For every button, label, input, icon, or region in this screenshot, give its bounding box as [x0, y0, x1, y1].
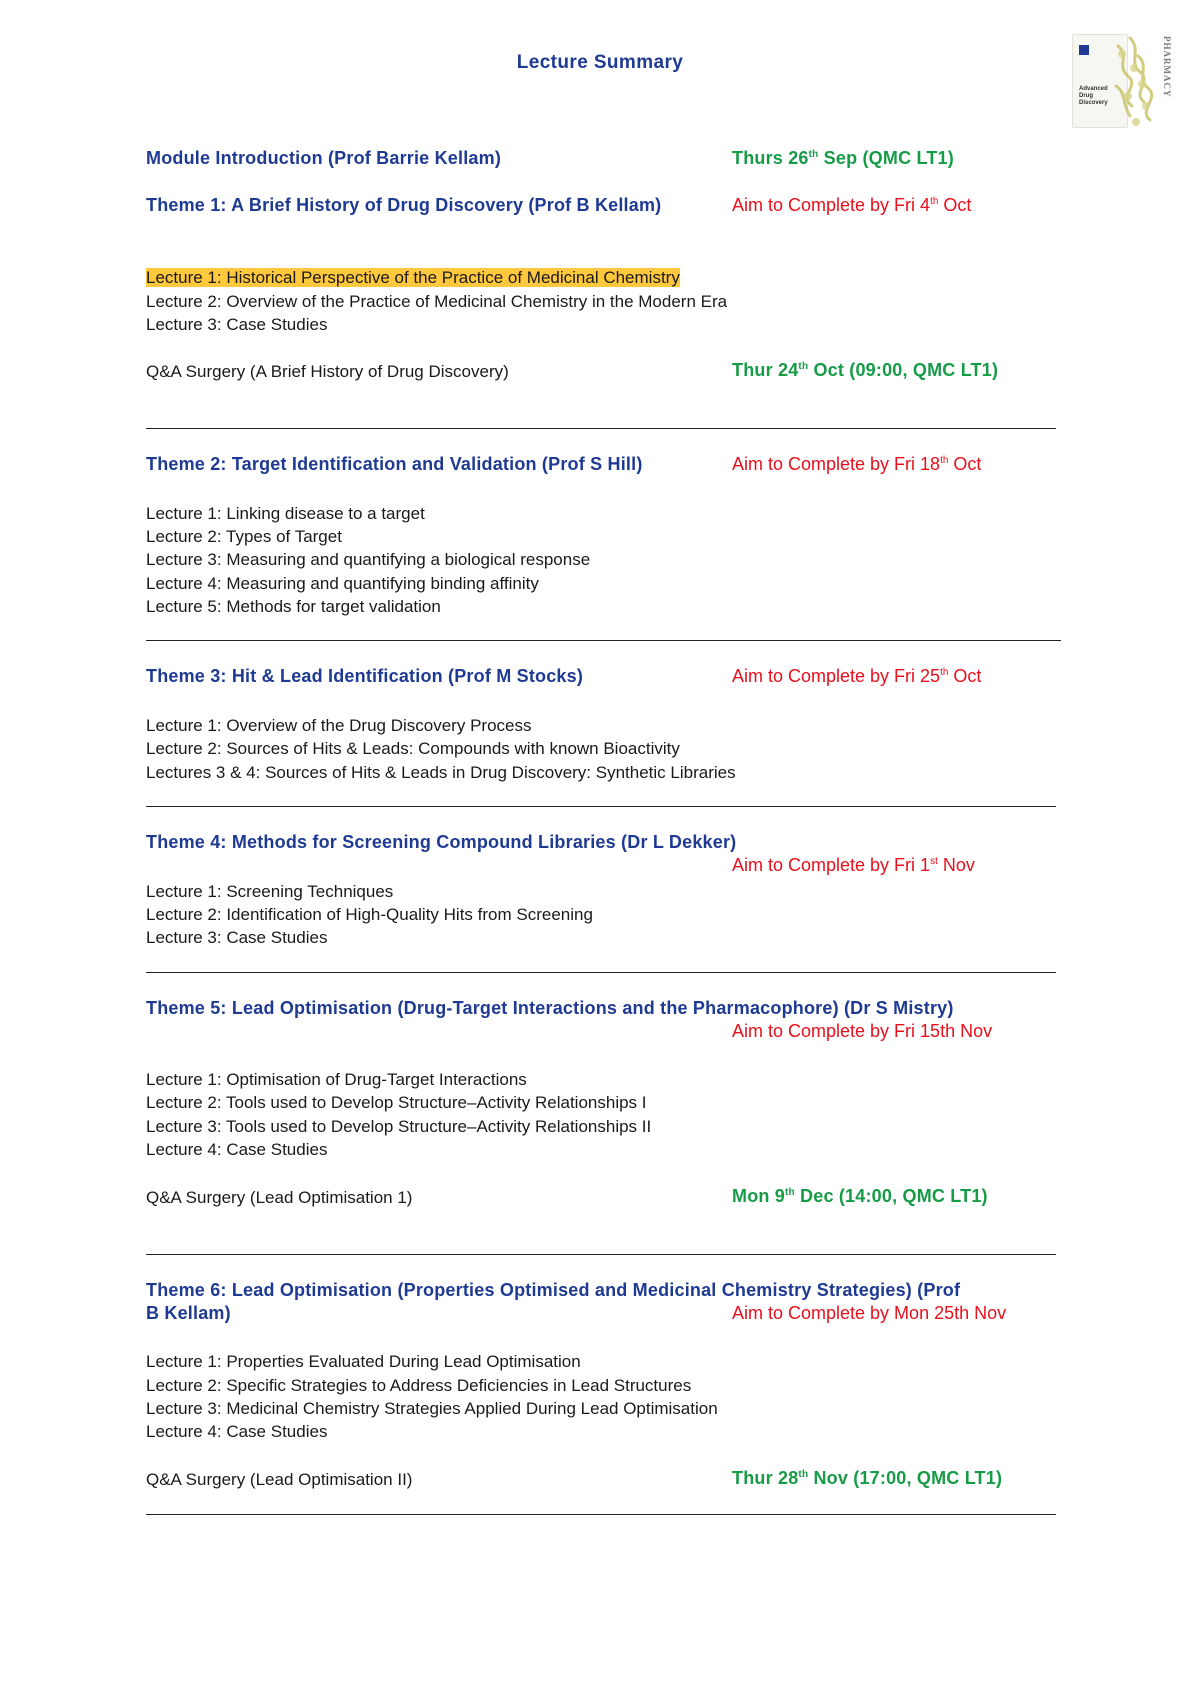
date-text: Thurs 26	[732, 148, 809, 168]
theme-6-lecture-2: Lecture 2: Specific Strategies to Address Deficiencies in Lead Structures	[146, 1376, 692, 1395]
theme-6-surgery-date	[732, 1468, 1002, 1489]
aim-rest: Oct	[948, 454, 982, 474]
theme-5-surgery-date	[732, 1186, 988, 1207]
date-rest: Sep (QMC LT1)	[818, 148, 954, 168]
theme-3-lecture-1: Lecture 1: Overview of the Drug Discovery Process	[146, 716, 532, 735]
theme-5-heading: Theme 5: Lead Optimisation (Drug-Target Interactions and the Pharmacophore) (Dr S Mistry)	[146, 998, 954, 1018]
theme-2-lecture-1: Lecture 1: Linking disease to a target	[146, 504, 425, 523]
aim-suffix: th	[940, 455, 949, 466]
molecule-illustration-icon	[1108, 26, 1164, 136]
theme-4-heading: Theme 4: Methods for Screening Compound Libraries (Dr L Dekker)	[146, 832, 737, 852]
theme-4-lecture-3: Lecture 3: Case Studies	[146, 928, 328, 947]
date-suffix: th	[798, 361, 809, 372]
date-text: Thur 28	[732, 1468, 799, 1488]
aim-text: Aim to Complete by Fri 4	[732, 195, 931, 215]
course-logo	[1068, 26, 1180, 136]
aim-text: Aim to Complete by Fri 1	[732, 855, 931, 875]
theme-2-aim	[732, 454, 981, 475]
aim-rest: Nov	[937, 855, 975, 875]
theme-6-heading-line-2: B Kellam)	[146, 1303, 231, 1323]
section-divider	[146, 428, 1056, 429]
theme-1-surgery: Q&A Surgery (A Brief History of Drug Discovery)	[146, 362, 509, 381]
section-divider	[146, 1254, 1056, 1255]
theme-3-aim	[732, 666, 981, 687]
aim-text: Aim to Complete by Fri 18	[732, 454, 941, 474]
theme-2-lecture-2: Lecture 2: Types of Target	[146, 527, 342, 546]
aim-rest: Oct	[948, 666, 982, 686]
page-title: Lecture Summary	[516, 52, 684, 73]
date-rest: Nov (17:00, QMC LT1)	[808, 1468, 1003, 1488]
theme-3-lecture-2: Lecture 2: Sources of Hits & Leads: Compounds with known Bioactivity	[146, 739, 680, 758]
section-divider	[146, 1514, 1056, 1515]
theme-6-lecture-4: Lecture 4: Case Studies	[146, 1422, 328, 1441]
section-divider	[146, 806, 1056, 807]
theme-2-lecture-4: Lecture 4: Measuring and quantifying binding affinity	[146, 574, 539, 593]
university-crest-icon	[1079, 45, 1089, 55]
theme-2-heading: Theme 2: Target Identification and Validation (Prof S Hill)	[146, 454, 643, 474]
theme-2-lecture-5: Lecture 5: Methods for target validation	[146, 597, 441, 616]
aim-rest: Oct	[938, 195, 972, 215]
date-rest: Dec (14:00, QMC LT1)	[794, 1186, 988, 1206]
section-divider	[146, 972, 1056, 973]
theme-4-aim	[732, 855, 975, 876]
date-suffix: th	[785, 1187, 795, 1198]
date-rest: Oct (09:00, QMC LT1)	[808, 360, 999, 380]
module-introduction-heading: Module Introduction (Prof Barrie Kellam)	[146, 148, 502, 168]
theme-4-lecture-2: Lecture 2: Identification of High-Quality Hits from Screening	[146, 905, 593, 924]
logo-card-text: Advanced Drug Discovery	[1079, 86, 1108, 106]
theme-6-surgery: Q&A Surgery (Lead Optimisation II)	[146, 1470, 413, 1489]
theme-1-lecture-1	[146, 266, 680, 289]
theme-5-lecture-2: Lecture 2: Tools used to Develop Structure–Activity Relationships I	[146, 1093, 647, 1112]
theme-1-heading: Theme 1: A Brief History of Drug Discovery (Prof B Kellam)	[146, 195, 662, 215]
highlighted-text: Lecture 1: Historical Perspective of the Practice of Medicinal Chemistry	[146, 268, 680, 287]
module-introduction-date	[732, 148, 954, 169]
theme-6-aim: Aim to Complete by Mon 25th Nov	[732, 1303, 1007, 1323]
aim-suffix: th	[940, 667, 949, 678]
theme-5-surgery: Q&A Surgery (Lead Optimisation 1)	[146, 1188, 413, 1207]
theme-6-lecture-1: Lecture 1: Properties Evaluated During Lead Optimisation	[146, 1352, 581, 1371]
theme-1-lecture-3: Lecture 3: Case Studies	[146, 315, 328, 334]
theme-5-lecture-1: Lecture 1: Optimisation of Drug-Target Interactions	[146, 1070, 527, 1089]
theme-1-lecture-2: Lecture 2: Overview of the Practice of Medicinal Chemistry in the Modern Era	[146, 292, 728, 311]
theme-6-lecture-3: Lecture 3: Medicinal Chemistry Strategies Applied During Lead Optimisation	[146, 1399, 718, 1418]
date-text: Mon 9	[732, 1186, 785, 1206]
theme-2-lecture-3: Lecture 3: Measuring and quantifying a biological response	[146, 550, 591, 569]
date-text: Thur 24	[732, 360, 799, 380]
logo-side-text: PHARMACY	[1162, 36, 1172, 98]
aim-suffix: th	[930, 196, 939, 207]
theme-5-aim: Aim to Complete by Fri 15th Nov	[732, 1021, 993, 1041]
aim-suffix: st	[930, 856, 938, 867]
section-divider	[146, 640, 1061, 641]
theme-3-heading: Theme 3: Hit & Lead Identification (Prof M Stocks)	[146, 666, 584, 686]
theme-1-surgery-date	[732, 360, 998, 381]
theme-4-lecture-1: Lecture 1: Screening Techniques	[146, 882, 394, 901]
date-suffix: th	[808, 149, 819, 160]
date-suffix: th	[798, 1469, 809, 1480]
aim-text: Aim to Complete by Fri 25	[732, 666, 941, 686]
theme-1-aim	[732, 195, 971, 216]
theme-3-lectures-3-4: Lectures 3 & 4: Sources of Hits & Leads in Drug Discovery: Synthetic Libraries	[146, 763, 736, 782]
theme-5-lecture-4: Lecture 4: Case Studies	[146, 1140, 328, 1159]
theme-5-lecture-3: Lecture 3: Tools used to Develop Structure–Activity Relationships II	[146, 1117, 652, 1136]
theme-6-heading-line-1: Theme 6: Lead Optimisation (Properties Optimised and Medicinal Chemistry Strategies) (Prof	[146, 1280, 961, 1300]
